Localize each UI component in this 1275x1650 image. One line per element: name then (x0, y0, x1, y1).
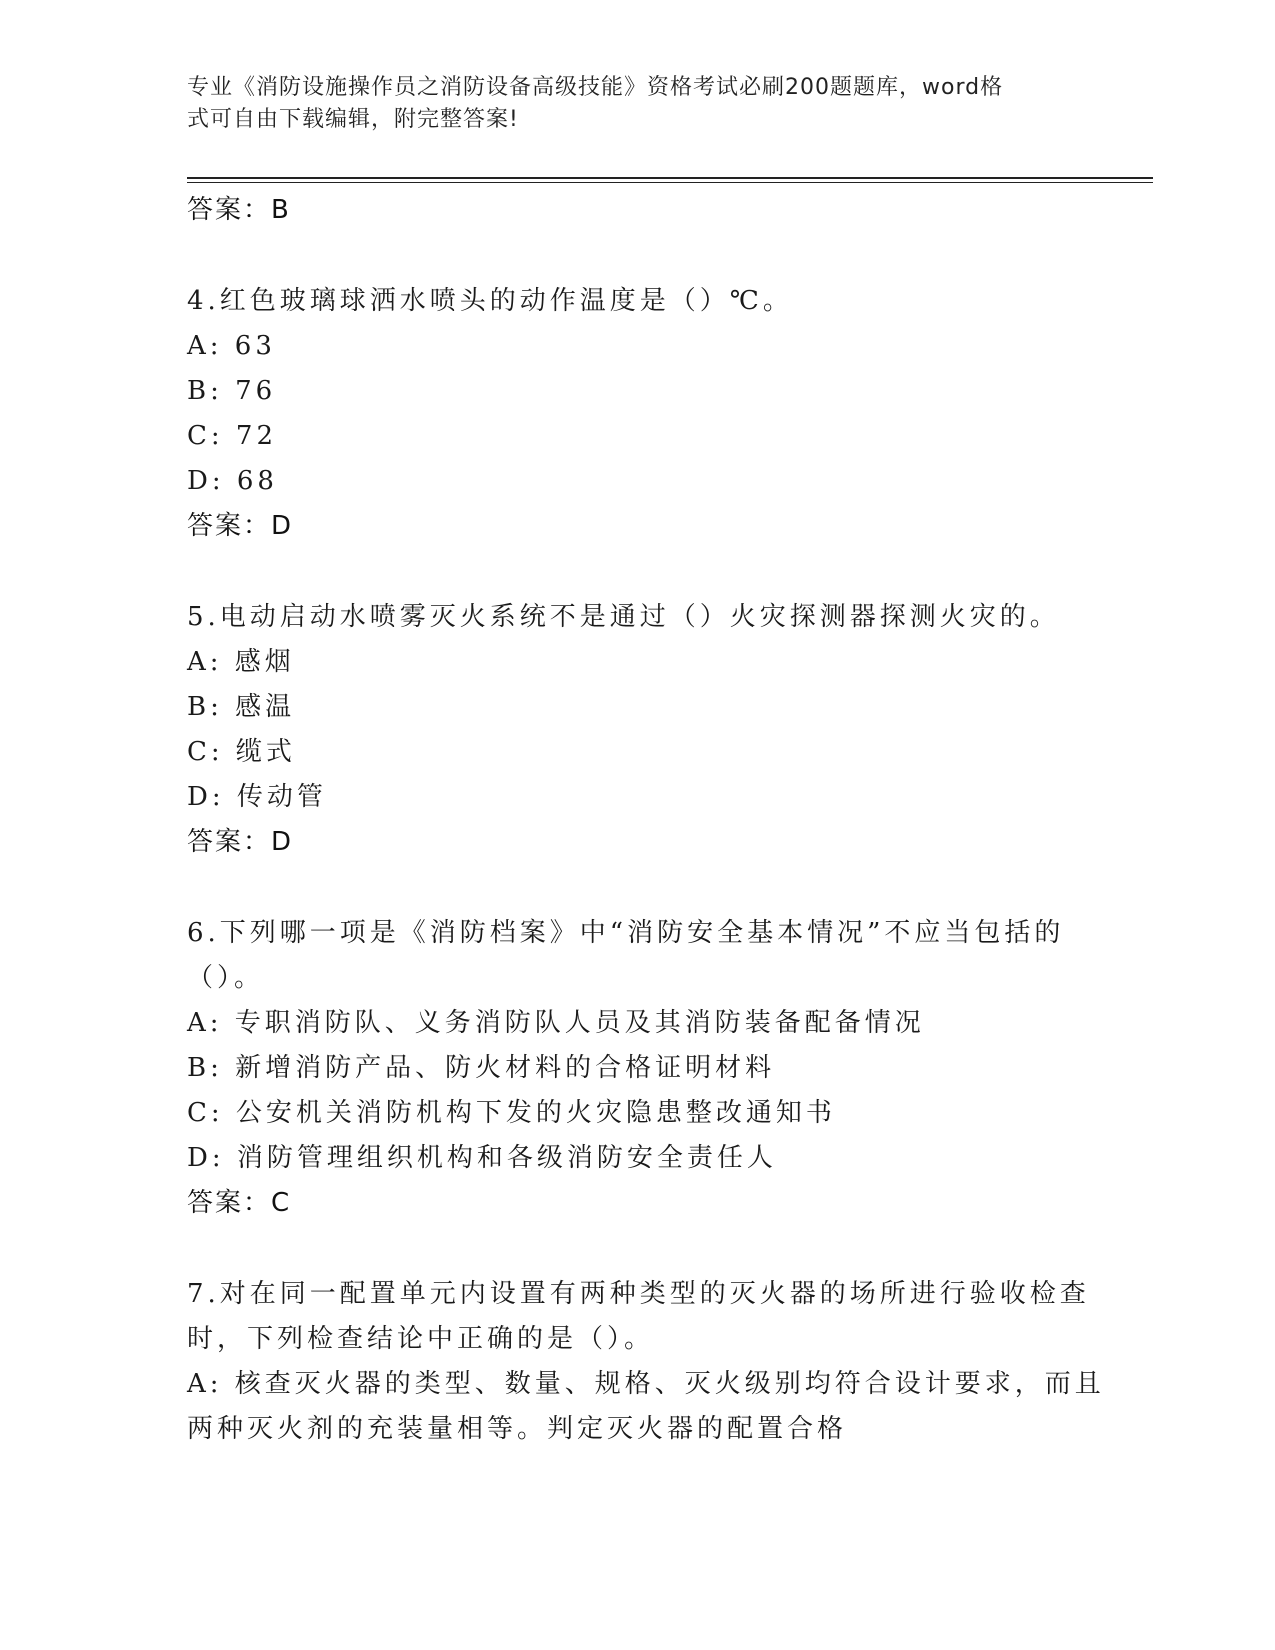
question-text (187, 1272, 1090, 1362)
spacer (187, 549, 1087, 595)
question-text (187, 911, 1087, 1001)
option-a (187, 324, 1087, 369)
option-line: D: 消防管理组织机构和各级消防安全责任人 (187, 1143, 777, 1173)
spacer (187, 233, 1087, 279)
header-line: 式可自由下载编辑，附完整答案! (187, 107, 519, 132)
answer-line: 答案：D (187, 511, 294, 541)
option-line: D: 传动管 (187, 782, 327, 812)
option-line: A: 核查灭火器的类型、数量、规格、灭火级别均符合设计要求，而且 (187, 1369, 1105, 1399)
option-a (187, 1362, 1105, 1452)
spacer (187, 865, 1087, 911)
answer-line: 答案：D (187, 827, 294, 857)
option-b (187, 1046, 1087, 1091)
document-header (187, 72, 1067, 136)
document-body (187, 188, 1105, 1452)
answer-line: 答案：B (187, 195, 291, 225)
option-line: A: 63 (187, 331, 276, 361)
option-c (187, 1091, 1087, 1136)
option-line: 两种灭火剂的充装量相等。判定灭火器的配置合格 (187, 1414, 848, 1444)
question-line: 4.红色玻璃球洒水喷头的动作温度是（）℃。 (187, 286, 793, 316)
spacer (187, 1226, 1087, 1272)
option-line: B: 感温 (187, 692, 296, 722)
question-text (187, 279, 1087, 324)
header-line: 专业《消防设施操作员之消防设备高级技能》资格考试必刷200题题库，word格 (187, 75, 1004, 100)
option-b (187, 369, 1087, 414)
option-line: C: 公安机关消防机构下发的火灾隐患整改通知书 (187, 1098, 836, 1128)
question-line: 6.下列哪一项是《消防档案》中“消防安全基本情况”不应当包括的 (187, 918, 1065, 948)
option-a (187, 640, 1087, 685)
option-line: C: 72 (187, 421, 278, 451)
option-a (187, 1001, 1087, 1046)
option-line: D: 68 (187, 466, 278, 496)
question-line: （）。 (187, 963, 265, 993)
option-c (187, 414, 1087, 459)
option-line: A: 专职消防队、义务消防队人员及其消防装备配备情况 (187, 1008, 925, 1038)
answer-line: 答案：C (187, 1188, 292, 1218)
option-line: B: 76 (187, 376, 277, 406)
option-d (187, 459, 1087, 504)
option-d (187, 775, 1087, 820)
option-c (187, 730, 1087, 775)
option-b (187, 685, 1087, 730)
option-d (187, 1136, 1087, 1181)
question-line: 7.对在同一配置单元内设置有两种类型的灭火器的场所进行验收检查 (187, 1279, 1090, 1309)
question-line: 时，下列检查结论中正确的是（）。 (187, 1324, 655, 1354)
header-rule-thick (187, 177, 1153, 179)
question-text (187, 595, 1087, 640)
option-line: C: 缆式 (187, 737, 296, 767)
option-line: A: 感烟 (187, 647, 295, 677)
header-rule-thin (187, 182, 1153, 183)
question-line: 5.电动启动水喷雾灭火系统不是通过（）火灾探测器探测火灾的。 (187, 602, 1060, 632)
option-line: B: 新增消防产品、防火材料的合格证明材料 (187, 1053, 776, 1083)
